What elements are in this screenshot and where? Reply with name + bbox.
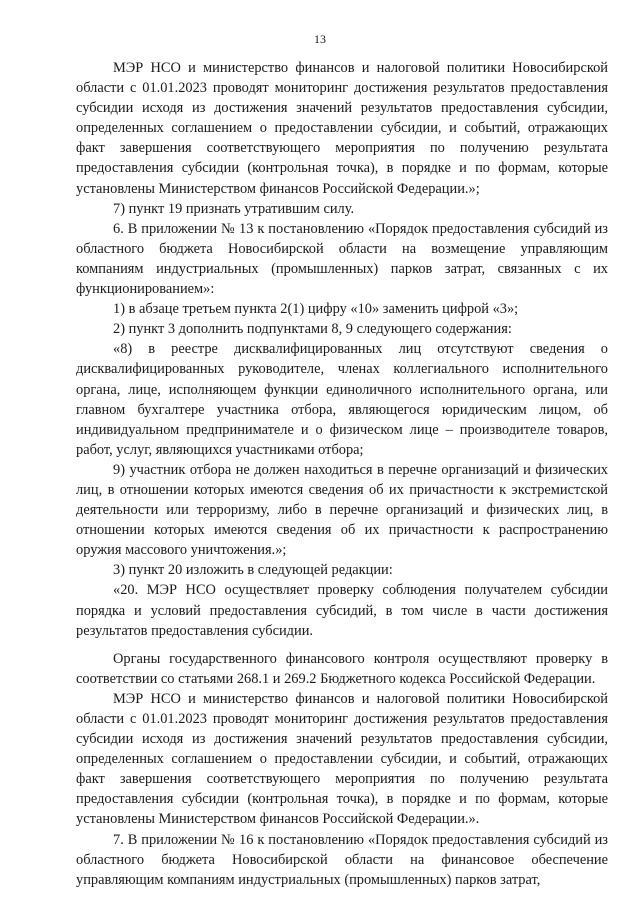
paragraph-financial-control: Органы государственного финансового контроля осуществляют проверку в соответствии со статьями 268.1 и 269.2 Бюджетного кодекса Российской Федерации. bbox=[76, 650, 608, 687]
paragraph-appendix-16: 7. В приложении № 16 к постановлению «Порядок предоставления субсидий из областного бюджета Новосибирской области на финансовое обеспечение управляющим компаниям индустриальных (промышленных) парков затрат, bbox=[76, 831, 608, 888]
paragraph-subitem-3: 3) пункт 20 изложить в следующей редакции: bbox=[113, 562, 393, 579]
paragraph-item-7: 7) пункт 19 признать утратившим силу. bbox=[113, 200, 355, 217]
page-number: 13 bbox=[314, 32, 326, 46]
paragraph-point-8: «8) в реестре дисквалифицированных лиц отсутствуют сведения о дисквалифицированных руководителе, членах коллегиального исполнительного органа, лице, исполняющем функции единоличного исполнительного органа, или главном бухгалтере участника отбора, являющегося юридическим лицом, об индивидуальном предпринимателе и о физическом лице – производителе товаров, работ, услуг, являющихся участниками отбора; bbox=[76, 341, 608, 458]
document-body bbox=[76, 58, 608, 890]
paragraph-monitoring: МЭР НСО и министерство финансов и налоговой политики Новосибирской области с 01.01.2023 проводят мониторинг достижения результатов предоставления субсидии исходя из достижения значений результатов предоставления субсидии, определенных соглашением о предоставлении субсидии, и событий, отражающих факт завершения соответствующего мероприятия по получению результата предоставления субсидии (контрольная точка), в порядке и по формам, которые установлены Министерством финансов Российской Федерации.»; bbox=[76, 60, 608, 197]
paragraph-subitem-1: 1) в абзаце третьем пункта 2(1) цифру «10» заменить цифрой «3»; bbox=[113, 301, 519, 318]
paragraph-monitoring-2: МЭР НСО и министерство финансов и налоговой политики Новосибирской области с 01.01.2023 проводят мониторинг достижения результатов предоставления субсидии исходя из достижения значений результатов предоставления субсидии, определенных соглашением о предоставлении субсидии, и событий, отражающих факт завершения соответствующего мероприятия по получению результата предоставления субсидии (контрольная точка), в порядке и по формам, которые установлены Министерством финансов Российской Федерации.». bbox=[76, 690, 608, 828]
paragraph-subitem-2: 2) пункт 3 дополнить подпунктами 8, 9 следующего содержания: bbox=[113, 321, 512, 338]
paragraph-appendix-13: 6. В приложении № 13 к постановлению «Порядок предоставления субсидий из областного бюджета Новосибирской области на возмещение управляющим компаниям индустриальных (промышленных) парков затрат, связанных с их функционированием»: bbox=[76, 220, 608, 298]
paragraph-point-20: «20. МЭР НСО осуществляет проверку соблюдения получателем субсидии порядка и условий предоставления субсидий, в том числе в части достижения результатов предоставления субсидии. bbox=[76, 582, 608, 639]
paragraph-point-9: 9) участник отбора не должен находиться в перечне организаций и физических лиц, в отношении которых имеются сведения об их причастности к экстремистской деятельности или терроризму, либо в перечне организаций и физических лиц, в отношении которых имеются сведения об их причастности к распространению оружия массового уничтожения.»; bbox=[76, 461, 608, 559]
